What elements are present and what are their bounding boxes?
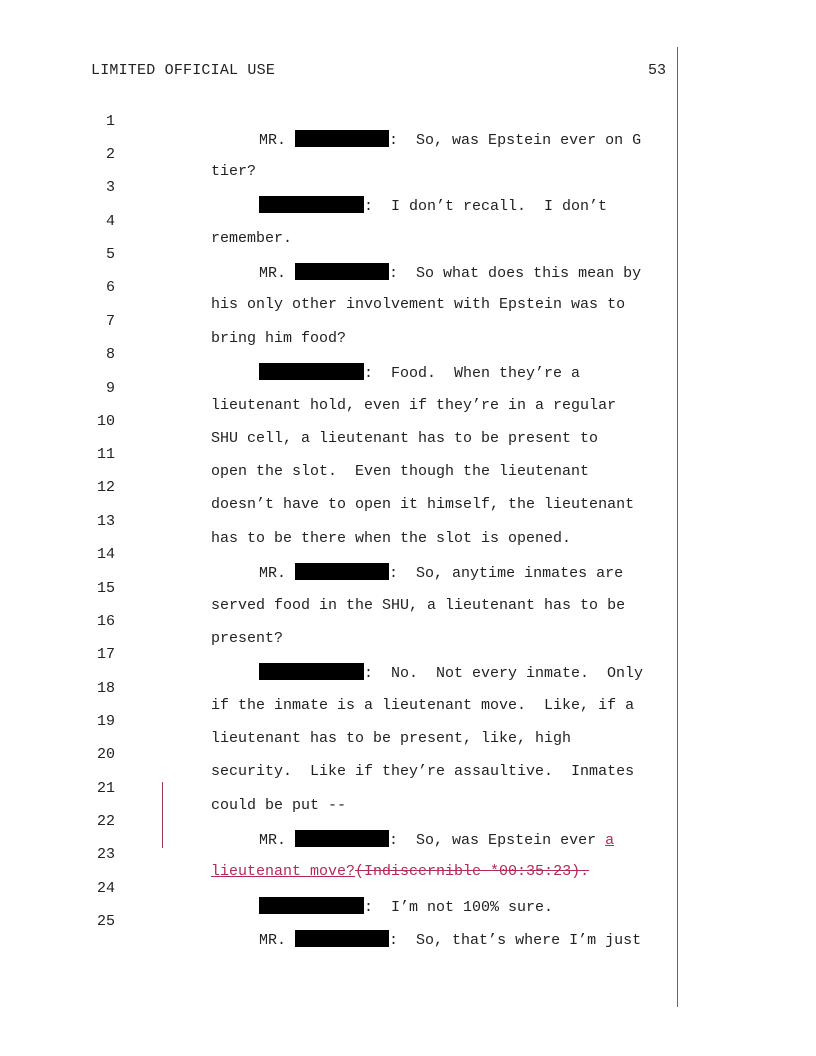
speaker-title: MR. xyxy=(259,832,287,849)
line-number: 16 xyxy=(96,613,115,630)
line-number: 6 xyxy=(105,279,115,296)
speaker-title: MR. xyxy=(259,565,287,582)
line-number: 19 xyxy=(96,713,115,730)
transcript-line xyxy=(0,863,816,916)
transcript-line xyxy=(0,796,816,849)
line-text: remember. xyxy=(211,230,293,247)
line-text: his only other involvement with Epstein was to xyxy=(211,296,626,313)
line-number: 3 xyxy=(105,179,115,196)
classification-header: LIMITED OFFICIAL USE xyxy=(91,62,276,79)
speaker-colon: : xyxy=(389,265,399,282)
transcript-line xyxy=(0,396,816,447)
line-text: tier? xyxy=(211,163,257,180)
transcript-line xyxy=(0,429,816,480)
line-text: could be put -- xyxy=(211,797,347,814)
line-number: 1 xyxy=(105,113,115,130)
line-text: doesn’t have to open it himself, the lieutenant xyxy=(211,496,635,513)
line-number: 15 xyxy=(96,580,115,597)
transcript-line xyxy=(0,363,816,414)
utterance: I’m not 100% sure. xyxy=(373,899,554,916)
line-number: 12 xyxy=(96,479,115,496)
transcript-line xyxy=(0,729,816,780)
speaker-colon: : xyxy=(364,665,374,682)
line-text: lieutenant hold, even if they’re in a regular xyxy=(211,397,617,414)
line-number: 5 xyxy=(105,246,115,263)
line-number: 10 xyxy=(96,413,115,430)
line-number: 9 xyxy=(105,380,115,397)
transcript-line xyxy=(0,129,816,180)
speaker-colon: : xyxy=(389,932,399,949)
line-number: 4 xyxy=(105,213,115,230)
utterance: So what does this mean by xyxy=(398,265,642,282)
speaker-title: MR. xyxy=(259,132,287,149)
speaker-colon: : xyxy=(389,132,399,149)
transcript-line xyxy=(0,329,816,382)
line-number: 24 xyxy=(96,880,115,897)
line-number: 2 xyxy=(105,146,115,163)
transcript-line xyxy=(0,663,816,714)
transcript-line xyxy=(0,262,816,313)
utterance: So, was Epstein ever xyxy=(398,832,606,849)
utterance: So, that’s where I’m just xyxy=(398,932,642,949)
line-number: 7 xyxy=(105,313,115,330)
transcript-line xyxy=(0,162,816,215)
speaker-colon: : xyxy=(364,899,374,916)
line-number: 18 xyxy=(96,680,115,697)
utterance: No. Not every inmate. Only xyxy=(373,665,644,682)
transcript-line xyxy=(0,496,816,547)
redacted-name xyxy=(295,930,389,947)
speaker-colon: : xyxy=(364,198,374,215)
transcript-line xyxy=(0,896,816,949)
line-number: 23 xyxy=(96,846,115,863)
tracked-deletion: (Indiscernible *00:35:23). xyxy=(355,863,590,880)
line-text: bring him food? xyxy=(211,330,347,347)
line-text xyxy=(259,930,641,949)
speaker-colon: : xyxy=(389,565,399,582)
line-text: has to be there when the slot is opened. xyxy=(211,530,572,547)
transcript-line xyxy=(0,529,816,582)
transcript-line xyxy=(0,229,816,282)
transcript-line xyxy=(0,596,816,647)
line-number: 22 xyxy=(96,813,115,830)
transcript-line xyxy=(0,563,816,614)
speaker-colon: : xyxy=(364,365,374,382)
line-number: 8 xyxy=(105,346,115,363)
tracked-insertion: lieutenant move? xyxy=(211,863,356,880)
line-text: present? xyxy=(211,630,284,647)
line-number: 20 xyxy=(96,746,115,763)
utterance: So, was Epstein ever on G xyxy=(398,132,642,149)
line-number: 21 xyxy=(96,780,115,797)
transcript-line xyxy=(0,829,816,880)
line-text: SHU cell, a lieutenant has to be present to xyxy=(211,430,599,447)
utterance: Food. When they’re a xyxy=(373,365,581,382)
transcript-line xyxy=(0,296,816,347)
speaker-title: MR. xyxy=(259,932,287,949)
utterance: So, anytime inmates are xyxy=(398,565,624,582)
line-text: if the inmate is a lieutenant move. Like, if a xyxy=(211,697,635,714)
transcript-line xyxy=(0,629,816,682)
transcript-line xyxy=(0,696,816,747)
line-number: 17 xyxy=(96,646,115,663)
line-number: 11 xyxy=(96,446,115,463)
line-text: served food in the SHU, a lieutenant has to be xyxy=(211,597,626,614)
page-number: 53 xyxy=(648,62,667,79)
speaker-title: MR. xyxy=(259,265,287,282)
transcript-line xyxy=(0,763,816,814)
line-number: 13 xyxy=(96,513,115,530)
line-number: 14 xyxy=(96,546,115,563)
tracked-insertion: a xyxy=(605,832,615,849)
transcript-line xyxy=(0,196,816,247)
line-text: open the slot. Even though the lieutenant xyxy=(211,463,590,480)
line-text: security. Like if they’re assaultive. Inmates xyxy=(211,763,635,780)
utterance: I don’t recall. I don’t xyxy=(373,198,608,215)
line-text: lieutenant has to be present, like, high xyxy=(211,730,572,747)
line-number: 25 xyxy=(96,913,115,930)
speaker-colon: : xyxy=(389,832,399,849)
transcript-line xyxy=(0,96,816,149)
transcript-line xyxy=(0,462,816,513)
